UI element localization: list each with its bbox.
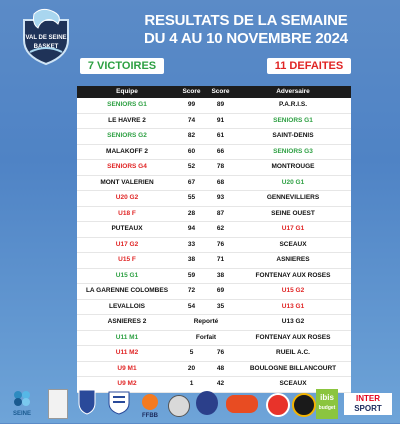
red-circle-logo [266, 393, 290, 417]
ibis-budget-logo [316, 389, 338, 419]
status-cell: Forfait [195, 333, 217, 341]
header-score-1: Score [182, 88, 201, 95]
score-cell-away: 71 [216, 256, 225, 263]
score-cell-home: 72 [187, 287, 196, 294]
basketball-logo [292, 393, 316, 417]
orange-sponsor-logo [226, 395, 258, 413]
score-cell-home: 67 [187, 178, 196, 186]
department-92-logo [196, 391, 218, 415]
opponent-cell: RUEIL A.C. [276, 349, 310, 356]
team-cell: LA GARENNE COLOMBES [85, 287, 169, 294]
ball-logo [168, 395, 190, 417]
table-row [77, 315, 351, 331]
header-score-2: Score [211, 88, 230, 95]
results-table [77, 86, 351, 393]
table-row [77, 98, 351, 114]
crest-logo-3 [108, 391, 130, 415]
table-row [77, 253, 351, 269]
table-row [77, 269, 351, 285]
table-row [77, 331, 351, 347]
score-cell-home: 33 [187, 240, 196, 248]
team-cell: U11 M1 [115, 333, 139, 341]
score-cell-home: 28 [187, 209, 196, 217]
team-cell: LE HAVRE 2 [108, 116, 146, 124]
score-cell-away: 78 [216, 163, 225, 170]
opponent-cell: U17 G1 [281, 225, 305, 232]
header-opponent: Adversaire [276, 88, 310, 95]
score-cell-away: 66 [216, 147, 225, 155]
score-cell-home: 74 [187, 116, 196, 124]
losses-badge: 11 DEFAITES [267, 58, 351, 74]
score-cell-away: 69 [216, 287, 225, 294]
opponent-cell: U13 G1 [281, 302, 305, 310]
team-cell: ASNIERES 2 [107, 318, 147, 325]
score-cell-home: 38 [187, 256, 196, 263]
title-line-1: RESULTATS DE LA SEMAINE [144, 12, 348, 29]
team-cell: MALAKOFF 2 [106, 147, 148, 155]
score-cell-away: 35 [216, 302, 225, 310]
team-cell: MONT VALERIEN [100, 178, 154, 186]
score-cell-home: 82 [187, 132, 196, 139]
title-line-2: DU 4 AU 10 NOVEMBRE 2024 [144, 30, 348, 47]
score-cell-away: 38 [216, 271, 225, 279]
opponent-cell: SENIORS G1 [273, 116, 313, 124]
table-row [77, 362, 351, 378]
intersport-logo [344, 393, 392, 415]
table-row [77, 346, 351, 362]
seine-logo [10, 387, 34, 417]
team-cell: U20 G2 [115, 194, 139, 201]
score-cell-home: 54 [187, 302, 196, 310]
wins-badge: 7 VICTOIRES [80, 58, 164, 74]
team-cell: U9 M1 [117, 364, 137, 372]
opponent-cell: FONTENAY AUX ROSES [255, 333, 331, 341]
team-cell: U9 M2 [117, 380, 137, 387]
score-cell-home: 55 [187, 194, 196, 201]
opponent-cell: U15 G2 [281, 287, 305, 294]
intersport-text-2: SPORT [354, 404, 382, 413]
table-row [77, 238, 351, 254]
opponent-cell: U20 G1 [281, 178, 305, 186]
logo-text-top: VAL DE SEINE [25, 35, 67, 41]
team-cell: SENIORS G4 [107, 163, 147, 170]
team-cell: U11 M2 [115, 349, 139, 356]
crest-logo-2 [78, 389, 96, 415]
ffbb-text: FFBB [142, 413, 158, 419]
score-cell-away: 89 [216, 101, 225, 108]
crest-logo-1 [48, 389, 68, 419]
opponent-cell: SAINT-DENIS [272, 132, 314, 139]
table-row [77, 207, 351, 223]
table-row [77, 191, 351, 207]
score-cell-away: 76 [216, 349, 225, 356]
opponent-cell: SCEAUX [279, 240, 307, 248]
score-cell-home: 52 [187, 163, 196, 170]
opponent-cell: SCEAUX [279, 380, 307, 387]
ffbb-logo [140, 393, 160, 417]
team-cell: U17 G2 [115, 240, 139, 248]
score-cell-away: 76 [216, 240, 225, 248]
team-cell: PUTEAUX [111, 225, 143, 232]
sponsors-bar [0, 385, 400, 423]
score-cell-home: 60 [187, 147, 196, 155]
score-cell-away: 68 [216, 178, 225, 186]
team-cell: SENIORS G2 [107, 132, 147, 139]
team-cell: LEVALLOIS [109, 302, 145, 310]
score-cell-away: 93 [216, 194, 225, 201]
opponent-cell: GENNEVILLIERS [266, 194, 320, 201]
table-header [77, 86, 351, 98]
ibis-sub-text: budget [318, 405, 336, 411]
seine-text: SEINE [12, 411, 32, 417]
intersport-text-1: INTER [356, 394, 380, 403]
table-row [77, 129, 351, 145]
status-cell: Reporté [193, 318, 219, 325]
table-row [77, 284, 351, 300]
opponent-cell: SEINE OUEST [271, 209, 315, 217]
table-row [77, 176, 351, 192]
table-row [77, 300, 351, 316]
opponent-cell: SENIORS G3 [273, 147, 313, 155]
team-cell: SENIORS G1 [107, 101, 147, 108]
score-cell-away: 91 [216, 116, 225, 124]
team-cell: U15 G1 [115, 271, 139, 279]
opponent-cell: MONTROUGE [271, 163, 315, 170]
logo-text-bottom: BASKET [33, 44, 59, 50]
score-cell-home: 1 [189, 380, 194, 387]
opponent-cell: P.A.R.I.S. [278, 101, 308, 108]
score-cell-home: 5 [189, 349, 194, 356]
opponent-cell: FONTENAY AUX ROSES [255, 271, 331, 279]
table-row [77, 145, 351, 161]
header-team: Equipe [116, 88, 138, 95]
score-cell-home: 99 [187, 101, 196, 108]
score-cell-home: 94 [187, 225, 196, 232]
opponent-cell: BOULOGNE BILLANCOURT [249, 364, 337, 372]
table-row [77, 114, 351, 130]
table-row [77, 160, 351, 176]
score-cell-away: 62 [216, 225, 225, 232]
opponent-cell: U13 G2 [281, 318, 305, 325]
opponent-cell: ASNIERES [276, 256, 310, 263]
score-cell-home: 20 [187, 364, 196, 372]
page-title [96, 12, 396, 48]
score-cell-away: 48 [216, 364, 225, 372]
club-logo [16, 6, 76, 66]
team-cell: U15 F [118, 256, 136, 263]
table-body [77, 98, 351, 393]
score-cell-home: 59 [187, 271, 196, 279]
score-cell-away: 87 [216, 209, 225, 217]
team-cell: U18 F [118, 209, 136, 217]
score-cell-away: 42 [216, 380, 225, 387]
ibis-text: ibis [320, 393, 334, 402]
score-cell-away: 61 [216, 132, 225, 139]
table-row [77, 222, 351, 238]
